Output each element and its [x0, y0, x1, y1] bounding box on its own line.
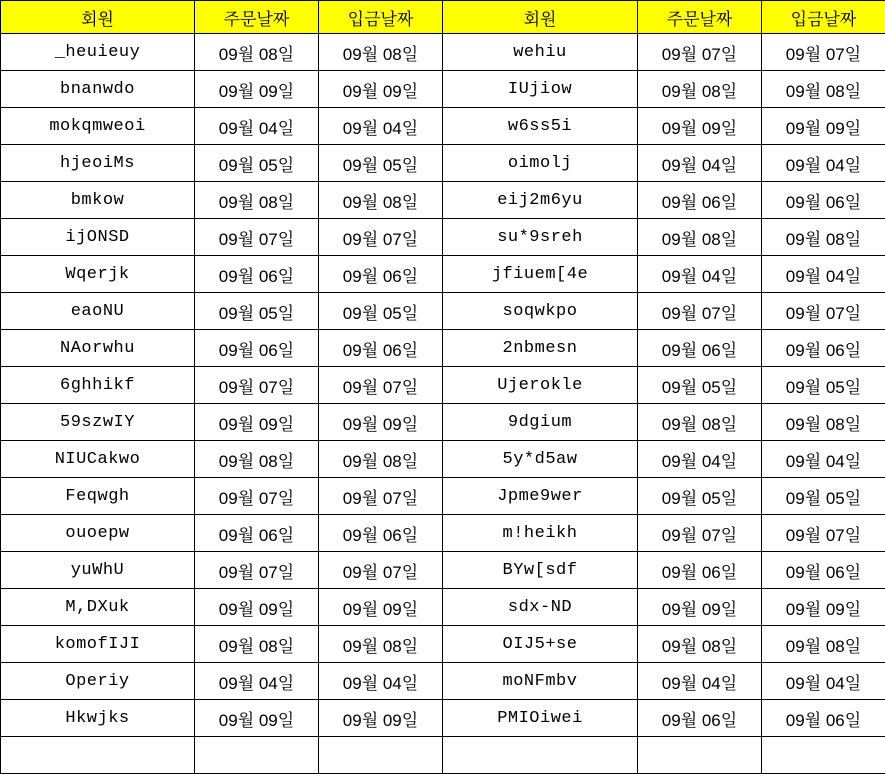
table-header: [1, 1, 885, 34]
cell-payment-date-left: 09월 06일: [319, 330, 443, 367]
cell-payment-date-left: 09월 06일: [319, 256, 443, 293]
cell-payment-date-right: 09월 04일: [762, 145, 885, 182]
cell-order-date-left: 09월 08일: [195, 441, 319, 478]
cell-payment-date-right: 09월 05일: [762, 367, 885, 404]
cell-order-date-right: 09월 07일: [638, 293, 762, 330]
cell-order-date-left: 09월 08일: [195, 182, 319, 219]
cell-order-date-right: 09월 05일: [638, 478, 762, 515]
cell-member-right: OIJ5+se: [443, 626, 638, 663]
cell-order-date-right: 09월 08일: [638, 219, 762, 256]
cell-payment-date-left: 09월 09일: [319, 404, 443, 441]
cell-member-right: wehiu: [443, 34, 638, 71]
table-row: [1, 700, 885, 737]
cell-order-date-right: 09월 04일: [638, 441, 762, 478]
cell-order-date-right: 09월 08일: [638, 404, 762, 441]
cell-order-date-right: 09월 06일: [638, 330, 762, 367]
cell-order-date-left: 09월 08일: [195, 626, 319, 663]
cell-member-right: su*9sreh: [443, 219, 638, 256]
cell-member-left: Operiy: [1, 663, 195, 700]
cell-order-date-right: 09월 08일: [638, 626, 762, 663]
cell-payment-date-left: 09월 05일: [319, 293, 443, 330]
cell-payment-date-right: 09월 05일: [762, 478, 885, 515]
cell-order-date-left: 09월 09일: [195, 404, 319, 441]
cell-payment-date-left: 09월 09일: [319, 700, 443, 737]
cell-order-date-left: 09월 06일: [195, 330, 319, 367]
cell-order-date-left: 09월 04일: [195, 663, 319, 700]
column-header-order-date-left: 주문날짜: [195, 1, 319, 34]
cell-payment-date-left: 09월 05일: [319, 145, 443, 182]
cell-payment-date-left: 09월 08일: [319, 182, 443, 219]
cell-member-right: w6ss5i: [443, 108, 638, 145]
cell-payment-date-right: 09월 06일: [762, 552, 885, 589]
table-row: [1, 293, 885, 330]
cell-payment-date-right: 09월 07일: [762, 515, 885, 552]
cell-payment-date-right: 09월 08일: [762, 219, 885, 256]
cell-member-left: [1, 737, 195, 774]
cell-member-left: komofIJI: [1, 626, 195, 663]
table-row: [1, 737, 885, 774]
cell-order-date-right: 09월 09일: [638, 108, 762, 145]
table-body: [1, 34, 885, 774]
cell-member-right: BYw[sdf: [443, 552, 638, 589]
table-row: [1, 145, 885, 182]
cell-order-date-right: 09월 07일: [638, 34, 762, 71]
table-row: [1, 478, 885, 515]
cell-member-right: [443, 737, 638, 774]
table-row: [1, 330, 885, 367]
cell-payment-date-left: 09월 06일: [319, 515, 443, 552]
cell-member-left: ijONSD: [1, 219, 195, 256]
table-row: [1, 108, 885, 145]
table-row: [1, 663, 885, 700]
cell-payment-date-left: 09월 09일: [319, 71, 443, 108]
cell-member-right: moNFmbv: [443, 663, 638, 700]
cell-order-date-left: 09월 07일: [195, 367, 319, 404]
cell-order-date-left: 09월 08일: [195, 34, 319, 71]
cell-member-left: hjeoiMs: [1, 145, 195, 182]
cell-order-date-right: 09월 06일: [638, 700, 762, 737]
table-row: [1, 367, 885, 404]
cell-member-right: eij2m6yu: [443, 182, 638, 219]
cell-order-date-left: 09월 06일: [195, 256, 319, 293]
cell-payment-date-right: [762, 737, 885, 774]
column-header-payment-date-right: 입금날짜: [762, 1, 885, 34]
cell-order-date-right: 09월 06일: [638, 552, 762, 589]
cell-member-right: jfiuem[4e: [443, 256, 638, 293]
cell-order-date-left: 09월 07일: [195, 219, 319, 256]
cell-member-left: bnanwdo: [1, 71, 195, 108]
table-row: [1, 404, 885, 441]
cell-member-left: NIUCakwo: [1, 441, 195, 478]
cell-member-right: sdx-ND: [443, 589, 638, 626]
cell-member-right: IUjiow: [443, 71, 638, 108]
cell-member-right: Jpme9wer: [443, 478, 638, 515]
column-header-member-left: 회원: [1, 1, 195, 34]
cell-order-date-right: 09월 07일: [638, 515, 762, 552]
cell-payment-date-right: 09월 06일: [762, 330, 885, 367]
cell-order-date-left: 09월 07일: [195, 552, 319, 589]
cell-payment-date-right: 09월 08일: [762, 626, 885, 663]
cell-payment-date-left: 09월 07일: [319, 478, 443, 515]
cell-member-left: _heuieuy: [1, 34, 195, 71]
cell-order-date-right: 09월 05일: [638, 367, 762, 404]
cell-payment-date-left: 09월 07일: [319, 367, 443, 404]
cell-member-right: m!heikh: [443, 515, 638, 552]
cell-order-date-right: 09월 04일: [638, 145, 762, 182]
cell-order-date-left: 09월 09일: [195, 589, 319, 626]
cell-payment-date-right: 09월 04일: [762, 441, 885, 478]
table-row: [1, 589, 885, 626]
cell-member-left: 6ghhikf: [1, 367, 195, 404]
cell-payment-date-right: 09월 08일: [762, 404, 885, 441]
column-header-member-right: 회원: [443, 1, 638, 34]
table-header-row: [1, 1, 885, 34]
cell-payment-date-left: 09월 04일: [319, 108, 443, 145]
cell-member-right: soqwkpo: [443, 293, 638, 330]
cell-payment-date-left: 09월 09일: [319, 589, 443, 626]
column-header-order-date-right: 주문날짜: [638, 1, 762, 34]
cell-order-date-right: 09월 06일: [638, 182, 762, 219]
table-row: [1, 256, 885, 293]
cell-member-right: 5y*d5aw: [443, 441, 638, 478]
cell-member-left: yuWhU: [1, 552, 195, 589]
cell-order-date-left: 09월 04일: [195, 108, 319, 145]
table-row: [1, 626, 885, 663]
cell-order-date-right: 09월 09일: [638, 589, 762, 626]
cell-payment-date-right: 09월 08일: [762, 71, 885, 108]
cell-payment-date-left: 09월 04일: [319, 663, 443, 700]
cell-order-date-left: 09월 05일: [195, 145, 319, 182]
cell-payment-date-right: 09월 06일: [762, 700, 885, 737]
cell-order-date-right: 09월 08일: [638, 71, 762, 108]
cell-member-left: M,DXuk: [1, 589, 195, 626]
cell-member-left: Feqwgh: [1, 478, 195, 515]
cell-member-left: ouoepw: [1, 515, 195, 552]
table-row: [1, 34, 885, 71]
table-row: [1, 182, 885, 219]
cell-order-date-right: [638, 737, 762, 774]
cell-member-left: 59szwIY: [1, 404, 195, 441]
cell-member-right: 9dgium: [443, 404, 638, 441]
cell-member-right: PMIOiwei: [443, 700, 638, 737]
cell-payment-date-right: 09월 04일: [762, 256, 885, 293]
cell-member-left: NAorwhu: [1, 330, 195, 367]
cell-member-right: Ujerokle: [443, 367, 638, 404]
cell-order-date-left: 09월 05일: [195, 293, 319, 330]
cell-payment-date-right: 09월 06일: [762, 182, 885, 219]
cell-order-date-left: 09월 09일: [195, 71, 319, 108]
cell-member-left: Hkwjks: [1, 700, 195, 737]
cell-payment-date-right: 09월 09일: [762, 108, 885, 145]
cell-member-left: Wqerjk: [1, 256, 195, 293]
cell-member-left: eaoNU: [1, 293, 195, 330]
table-row: [1, 71, 885, 108]
cell-payment-date-right: 09월 07일: [762, 34, 885, 71]
cell-payment-date-left: 09월 07일: [319, 552, 443, 589]
table-row: [1, 515, 885, 552]
cell-payment-date-right: 09월 04일: [762, 663, 885, 700]
table-row: [1, 219, 885, 256]
cell-order-date-left: 09월 07일: [195, 478, 319, 515]
cell-payment-date-left: 09월 08일: [319, 34, 443, 71]
cell-order-date-left: [195, 737, 319, 774]
cell-payment-date-left: 09월 08일: [319, 441, 443, 478]
cell-order-date-right: 09월 04일: [638, 663, 762, 700]
cell-member-left: bmkow: [1, 182, 195, 219]
cell-payment-date-left: 09월 08일: [319, 626, 443, 663]
cell-payment-date-right: 09월 07일: [762, 293, 885, 330]
cell-payment-date-left: 09월 07일: [319, 219, 443, 256]
table-row: [1, 441, 885, 478]
cell-payment-date-right: 09월 09일: [762, 589, 885, 626]
cell-order-date-left: 09월 06일: [195, 515, 319, 552]
cell-member-left: mokqmweoi: [1, 108, 195, 145]
cell-payment-date-left: [319, 737, 443, 774]
cell-order-date-right: 09월 04일: [638, 256, 762, 293]
cell-member-right: oimolj: [443, 145, 638, 182]
table-row: [1, 552, 885, 589]
cell-order-date-left: 09월 09일: [195, 700, 319, 737]
column-header-payment-date-left: 입금날짜: [319, 1, 443, 34]
cell-member-right: 2nbmesn: [443, 330, 638, 367]
